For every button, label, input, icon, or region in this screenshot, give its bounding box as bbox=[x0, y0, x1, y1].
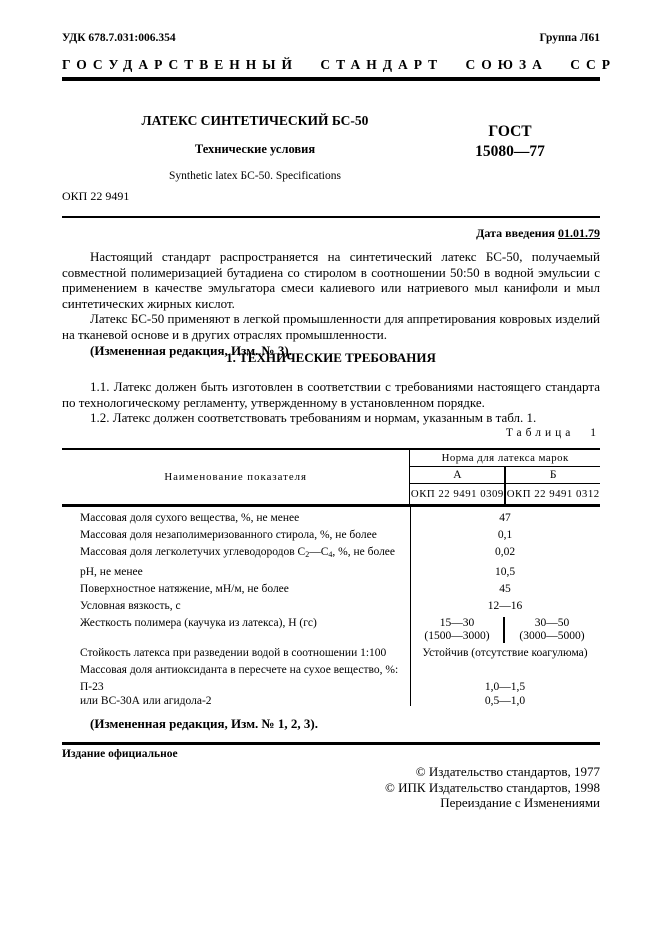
okp-code-grade-b: ОКП 22 9491 0312 bbox=[506, 488, 600, 500]
udk-code: УДК 678.7.031:006.354 bbox=[62, 32, 176, 44]
document-title: ЛАТЕКС СИНТЕТИЧЕСКИЙ БС-50 bbox=[141, 113, 369, 128]
intro-paragraph-2: Латекс БС-50 применяют в легкой промышленности для аппретирования ковровых изделий на тканевой основе и в других отраслях промышленности. bbox=[62, 311, 600, 342]
effective-date-value: 01.01.79 bbox=[558, 226, 600, 240]
document-subtitle-english: Synthetic latex БС-50. Specifications bbox=[169, 170, 341, 182]
table-row: Массовая доля сухого вещества, %, не менее 47 bbox=[80, 511, 511, 524]
table-amendment-note: (Измененная редакция, Изм. № 1, 2, 3). bbox=[90, 716, 318, 731]
section-1-heading: 1. ТЕХНИЧЕСКИЕ ТРЕБОВАНИЯ bbox=[226, 350, 436, 365]
reissue-note: Переиздание с Изменениями bbox=[440, 795, 600, 810]
clause-1-2: 1.2. Латекс должен соответствовать требованиям и нормам, указанным в табл. 1. bbox=[90, 410, 537, 426]
header-rule bbox=[62, 77, 600, 81]
table-row: П-23 1,0—1,5 bbox=[80, 681, 526, 693]
table-caption: Таблица 1 bbox=[505, 427, 600, 439]
table-row: Массовая доля легколетучих углеводородов $С_2—С_4$, %, не более 0,02 bbox=[80, 545, 516, 559]
table-row-split: Жесткость полимера (каучука из латекса), Н (гс) 15—30 (1500—3000) 30—50 (3000—5000) bbox=[62, 612, 600, 643]
table-row: Массовая доля незаполимеризованного стирола, %, не более 0,1 bbox=[80, 528, 513, 541]
state-standard-header: ГОСУДАРСТВЕННЫЙ СТАНДАРТ СОЮЗА ССР bbox=[62, 57, 616, 72]
table-row: Условная вязкость, с 12—16 bbox=[80, 599, 523, 612]
table-row: или ВС-30А или агидола-2 0,5—1,0 bbox=[80, 695, 526, 707]
table-row: Массовая доля антиоксиданта в пересчете на сухое вещество, %: bbox=[80, 664, 399, 676]
effective-date-label: Дата введения bbox=[476, 226, 555, 240]
column-header-name: Наименование показателя bbox=[164, 471, 308, 483]
grade-a-value: 15—30 (1500—3000) bbox=[424, 616, 490, 642]
meta-row bbox=[62, 32, 600, 44]
gost-label: ГОСТ bbox=[488, 123, 532, 140]
column-header-grade-b: Б bbox=[549, 469, 557, 481]
introduction bbox=[62, 249, 600, 358]
okp-code: ОКП 22 9491 bbox=[62, 189, 130, 203]
section-1-body bbox=[62, 379, 600, 426]
intro-amendment-note: (Измененная редакция, Изм. № 3). bbox=[90, 342, 292, 358]
clause-1-1: 1.1. Латекс должен быть изготовлен в соответствии с требованиями настоящего стандарта по технологическому регламенту, утвержденному в установленном порядке. bbox=[62, 379, 600, 410]
requirements-table bbox=[62, 448, 600, 708]
copyright-line-1977: © Издательство стандартов, 1977 bbox=[415, 764, 600, 779]
table-body bbox=[62, 507, 600, 708]
official-edition-label: Издание официальное bbox=[62, 748, 178, 760]
footer-rule bbox=[62, 742, 600, 745]
table-row: рН, не менее 10,5 bbox=[80, 565, 516, 578]
copyright-line-1998: © ИПК Издательство стандартов, 1998 bbox=[385, 779, 600, 795]
column-header-grade-a: А bbox=[410, 467, 506, 483]
table-row: Стойкость латекса при разведении водой в соотношении 1:100 Устойчив (отсутствие коагулюма) bbox=[80, 647, 588, 659]
norm-group-header: Норма для латекса марок bbox=[410, 450, 600, 467]
table-header bbox=[62, 450, 600, 507]
intro-paragraph-1: Настоящий стандарт распространяется на синтетический латекс БС-50, получаемый совместной полимеризацией бутадиена со стиролом в соотношении 50:50 в водной эмульсии с применением в качестве эмульгатора смеси калиевого или натриевого мыл канифоли и мыл синтетических жирных кислот. bbox=[62, 249, 600, 311]
gost-number: 15080—77 bbox=[475, 143, 545, 160]
group-code: Группа Л61 bbox=[539, 32, 600, 44]
gost-number-block bbox=[440, 122, 580, 162]
title-rule bbox=[62, 216, 600, 218]
document-subtitle: Технические условия bbox=[194, 142, 316, 156]
table-column-divider bbox=[410, 507, 411, 706]
table-row: Поверхностное натяжение, мН/м, не более 45 bbox=[80, 582, 511, 595]
grade-b-value: 30—50 (3000—5000) bbox=[519, 616, 585, 642]
copyright-block bbox=[62, 764, 600, 811]
effective-date-line bbox=[62, 226, 600, 241]
column-header-norms bbox=[409, 450, 600, 504]
split-divider bbox=[503, 617, 506, 643]
title-block bbox=[90, 113, 420, 182]
okp-code-grade-a: ОКП 22 9491 0309 bbox=[410, 484, 506, 504]
